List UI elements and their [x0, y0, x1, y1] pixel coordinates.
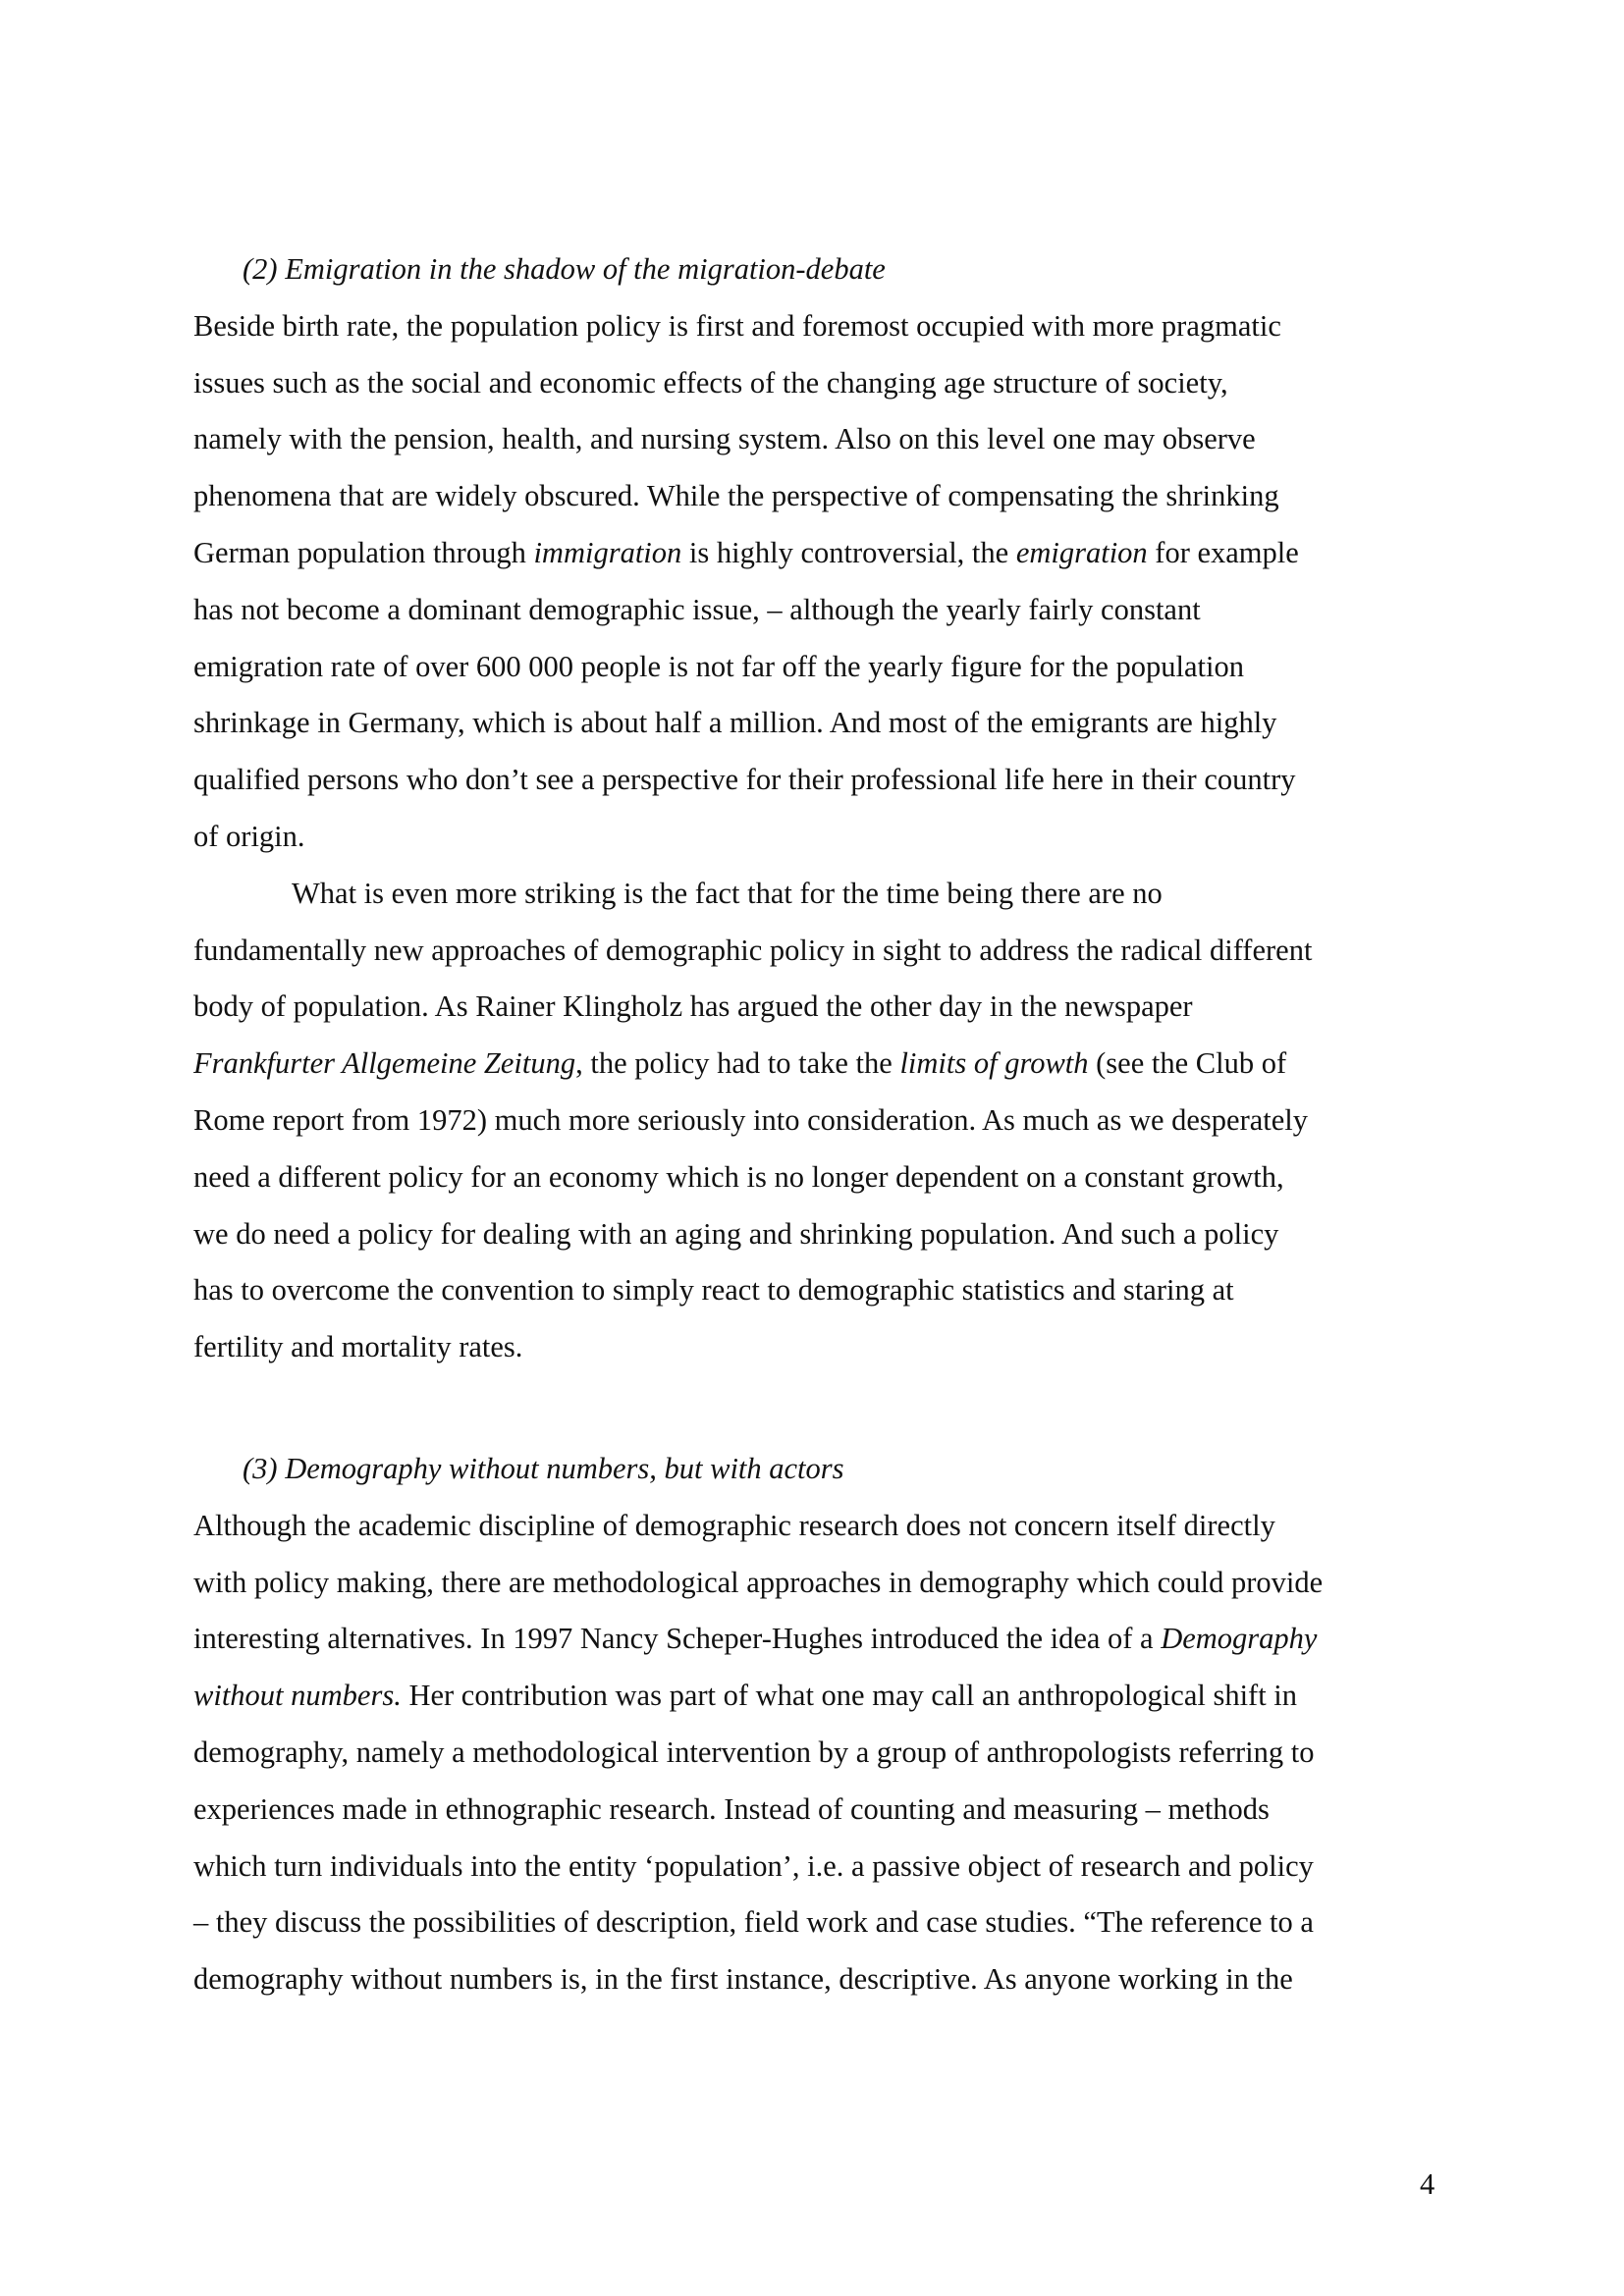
- text-run: German population through: [193, 535, 534, 569]
- text-run: namely with the pension, health, and nursing system. Also on this level one may observe: [193, 422, 1256, 456]
- text-line: [193, 695, 1450, 752]
- text-line: [193, 468, 1450, 525]
- text-line: [193, 298, 1450, 355]
- italic-text: Demography: [1161, 1622, 1318, 1656]
- section-emigration: [193, 241, 1450, 1376]
- text-line: [193, 1036, 1450, 1093]
- text-line: [193, 1555, 1450, 1612]
- text-line: [193, 639, 1450, 696]
- text-line: [193, 1262, 1450, 1319]
- text-run: emigration rate of over 600 000 people is not far off the yearly figure for the population: [193, 649, 1244, 683]
- text-run: Beside birth rate, the population policy is first and foremost occupied with more pragmatic: [193, 308, 1281, 343]
- section-demography: [193, 1441, 1450, 2008]
- text-line: [193, 752, 1450, 809]
- section-body: [193, 1498, 1450, 2008]
- text-line: [193, 1839, 1450, 1896]
- text-run: Rome report from 1972) much more seriously into consideration. As much as we desperately: [193, 1102, 1309, 1137]
- text-run: qualified persons who don’t see a perspective for their professional life here in their country: [193, 763, 1296, 797]
- text-run: issues such as the social and economic effects of the changing age structure of society,: [193, 365, 1228, 400]
- text-run: interesting alternatives. In 1997 Nancy Scheper-Hughes introduced the idea of a: [193, 1622, 1162, 1656]
- text-line: [193, 1725, 1450, 1782]
- text-run: What is even more striking is the fact that for the time being there are no: [292, 876, 1163, 910]
- text-run: of origin.: [193, 819, 305, 853]
- text-run: Although the academic discipline of demographic research does not concern itself directly: [193, 1508, 1275, 1542]
- italic-text: immigration: [533, 535, 682, 569]
- text-line: [193, 1206, 1450, 1263]
- text-line: [193, 1895, 1450, 1951]
- text-run: fundamentally new approaches of demographic policy in sight to address the radical different: [193, 933, 1313, 967]
- text-line: [193, 866, 1450, 923]
- page-number: 4: [1420, 2167, 1435, 2201]
- italic-text: emigration: [1015, 535, 1148, 569]
- section-body: [193, 298, 1450, 1376]
- text-run: phenomena that are widely obscured. While the perspective of compensating the shrinking: [193, 479, 1279, 513]
- text-run: has to overcome the convention to simply react to demographic statistics and staring at: [193, 1273, 1234, 1308]
- text-run: demography, namely a methodological intervention by a group of anthropologists referring to: [193, 1735, 1315, 1769]
- section-heading: (3) Demography without numbers, but with actors: [243, 1452, 844, 1485]
- text-line: [193, 355, 1450, 412]
- text-run: fertility and mortality rates.: [193, 1330, 523, 1364]
- text-run: with policy making, there are methodological approaches in demography which could provide: [193, 1565, 1324, 1599]
- text-run: need a different policy for an economy which is no longer dependent on a constant growth,: [193, 1159, 1284, 1194]
- text-line: [193, 1319, 1450, 1376]
- text-run: demography without numbers is, in the first instance, descriptive. As anyone working in the: [193, 1962, 1293, 1997]
- text-line: [193, 1951, 1450, 2008]
- section-heading: (2) Emigration in the shadow of the migration-debate: [243, 252, 886, 286]
- text-line: [193, 411, 1450, 468]
- italic-text: Frankfurter Allgemeine Zeitung: [193, 1046, 576, 1081]
- text-run: is highly controversial, the: [681, 535, 1016, 569]
- text-line: [193, 1668, 1450, 1725]
- italic-text: limits of growth: [899, 1046, 1089, 1081]
- text-run: body of population. As Rainer Klingholz has argued the other day in the newspaper: [193, 989, 1193, 1024]
- text-run: (see the Club of: [1088, 1046, 1287, 1081]
- text-line: [193, 1093, 1450, 1149]
- text-run: for example: [1147, 535, 1299, 569]
- text-line: [193, 979, 1450, 1036]
- text-line: [193, 525, 1450, 582]
- text-run: has not become a dominant demographic issue, – although the yearly fairly constant: [193, 592, 1201, 626]
- text-run: , the policy had to take the: [575, 1046, 900, 1081]
- text-line: [193, 1782, 1450, 1839]
- text-run: Her contribution was part of what one may call an anthropological shift in: [401, 1679, 1298, 1713]
- text-line: [193, 582, 1450, 639]
- text-line: [193, 1611, 1450, 1668]
- text-line: [193, 1149, 1450, 1206]
- italic-text: without numbers.: [193, 1679, 402, 1713]
- text-run: which turn individuals into the entity ‘population’, i.e. a passive object of research and policy: [193, 1848, 1314, 1883]
- text-run: we do need a policy for dealing with an aging and shrinking population. And such a policy: [193, 1216, 1279, 1251]
- text-line: [193, 1498, 1450, 1555]
- text-line: [193, 809, 1450, 866]
- text-run: – they discuss the possibilities of description, field work and case studies. “The reference to a: [193, 1905, 1314, 1940]
- text-run: shrinkage in Germany, which is about half a million. And most of the emigrants are highly: [193, 706, 1277, 740]
- text-run: experiences made in ethnographic research. Instead of counting and measuring – methods: [193, 1791, 1270, 1826]
- text-line: [193, 923, 1450, 980]
